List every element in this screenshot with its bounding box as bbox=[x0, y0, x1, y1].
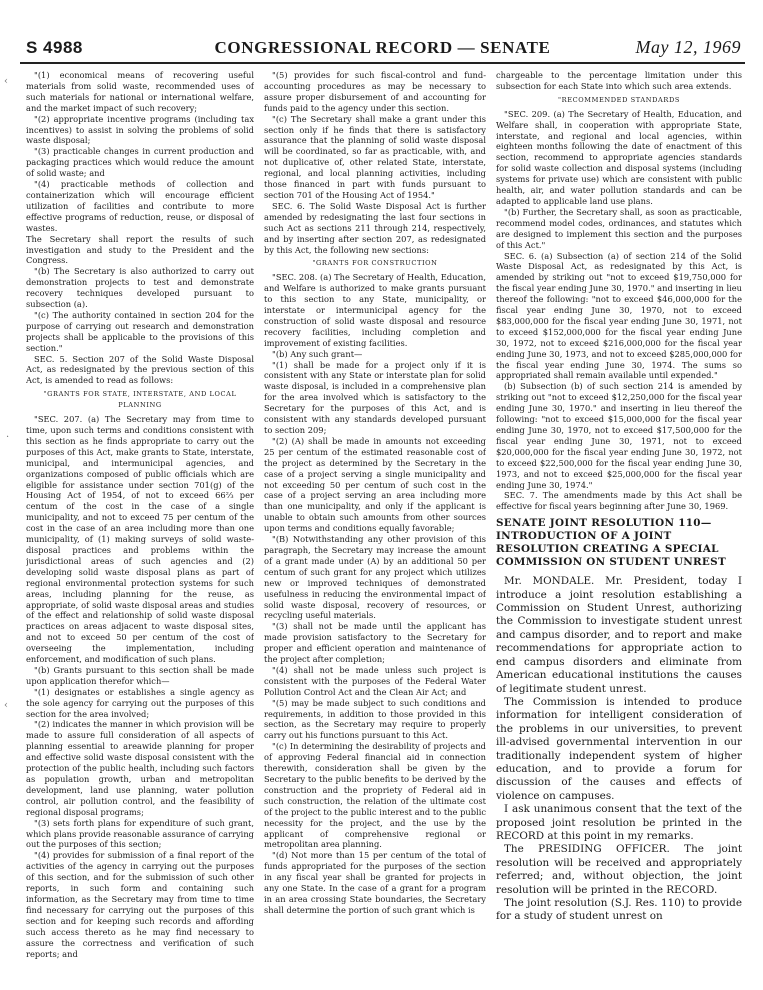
paragraph: "(1) designates or establishes a single agency as the sole agency for carrying out the purposes of this section for the area involved; bbox=[26, 686, 254, 719]
paragraph: "(d) Not more than 15 per centum of the total of funds appropriated for the purposes of the section in any fiscal year shall be granted for projects in any one State. In the case of a grant for a program in an area crossing State boundaries, the Secretary shall determine the portion of such grant which is bbox=[264, 850, 486, 915]
page-number: S 4988 bbox=[26, 38, 83, 57]
paragraph: "(2) (A) shall be made in amounts not exceeding 25 per centum of the estimated reasonable cost of the project as determined by the Secretary in the case of a project serving a single municipality and not exceeding 50 per centum of such cost in the case of a project serving an area including more than one municipality, and only if the applicant is unable to obtain such amounts from other sources upon terms and conditions equally favorable; bbox=[264, 435, 486, 534]
page-header bbox=[20, 36, 745, 64]
paragraph: "(1) shall be made for a project only if it is consistent with any State or interstate plan for solid waste disposal, is included in a comprehensive plan for the area involved which is satisfactory to the Secretary for the purposes of this Act, and is consistent with any standards developed pursuant to section 209; bbox=[264, 359, 486, 435]
paragraph: (b) Subsection (b) of such section 214 is amended by striking out "not to exceed $12,250,000 for the fiscal year ending June 30, 1970." and inserting in lieu thereof the following: "not to exceed $15,000,000 for the fiscal year ending June 30, 1970, not to exceed $17,500,000 for the fiscal year ending June 30, 1971, not to exceed $20,000,000 for the fiscal year ending June 30, 1972, not to exceed $22,500,000 for the fiscal year ending June 30, 1973, and not to exceed $25,000,000 for the fiscal year ending June 30, 1974." bbox=[496, 381, 742, 490]
paragraph: "(3) sets forth plans for expenditure of such grant, which plans provide reasonable assurance of carrying out the purposes of this section; bbox=[26, 817, 254, 850]
paragraph: "(5) may be made subject to such conditions and requirements, in addition to those provided in this section, as the Secretary may require to properly carry out his functions pursuant to this Act. bbox=[264, 697, 486, 741]
paragraph: "(b) Any such grant— bbox=[272, 348, 363, 359]
paragraph: "(4) practicable methods of collection and containerization which will encourage efficient utilization of facilities and contribute to more effective programs of reduction, reuse, or disposal of wastes. bbox=[26, 179, 254, 233]
paragraph: "(2) appropriate incentive programs (including tax incentives) to assist in solving the problems of solid waste disposal; bbox=[26, 113, 254, 146]
section-subheading: "GRANTS FOR CONSTRUCTION bbox=[312, 259, 438, 268]
margin-mark: ‹ bbox=[4, 700, 8, 711]
paragraph: "(4) shall not be made unless such project is consistent with the purposes of the Federal Water Pollution Control Act and the Clean Air Act; and bbox=[264, 664, 486, 697]
paragraph: The Secretary shall report the results of such investigation and study to the President and the Congress. bbox=[26, 233, 254, 266]
section-subheading: "GRANTS FOR STATE, INTERSTATE, AND LOCAL PLANNING bbox=[43, 390, 237, 410]
paragraph: "(b) Further, the Secretary shall, as soon as practicable, recommend model codes, ordinances, and statutes which are designed to implement this section and the purposes of this Act." bbox=[496, 206, 742, 250]
paragraph: "SEC. 207. (a) The Secretary may from time to time, upon such terms and conditions consistent with this section as he finds appropriate to carry out the purposes of this Act, make grants to State, interstate, municipal, and intermunicipal agencies, and organizations composed of public officials which are eligible for assistance under section 701(g) of the Housing Act of 1954, of not to exceed 66⅔ per centum of the cost in the case of a single municipality, and not to exceed 75 per centum of the cost in the case of an area including more than one municipality, of (1) making surveys of solid waste-disposal practices and problems within the jurisdictional areas of such agencies and (2) developing solid waste disposal plans as part of regional environmental protection systems for such areas, including planning for the reuse, as appropriate, of solid waste disposal areas and studies of the effect and relationship of solid waste disposal practices on areas adjacent to waste disposal sites, and not to exceed 50 per centum of the cost of overseeing the implementation, including enforcement, and modification of such plans. bbox=[26, 414, 254, 665]
paragraph: "(b) Grants pursuant to this section shall be made upon application therefor which— bbox=[26, 664, 254, 686]
paragraph: chargeable to the percentage limitation under this subsection for each State into which such area extends. bbox=[496, 70, 742, 91]
publication-title: CONGRESSIONAL RECORD — SENATE bbox=[214, 38, 551, 57]
paragraph: "(5) provides for such fiscal-control and fund-accounting procedures as may be necessary to assure proper disbursement of and accounting for funds paid to the agency under this section. bbox=[264, 70, 486, 113]
paragraph: "(2) indicates the manner in which provision will be made to assure full consideration of all aspects of planning essential to areawide planning for proper and effective solid waste disposal consistent with the protection of the public health, including such factors as population growth, urban and metropolitan development, land use planning, water pollution control, air pollution control, and the feasibility of regional disposal programs; bbox=[26, 719, 254, 817]
column-left bbox=[26, 70, 254, 986]
paragraph: I ask unanimous consent that the text of the proposed joint resolution be printed in the RECORD at this point in my remarks. bbox=[496, 803, 742, 842]
column-right bbox=[496, 70, 742, 986]
paragraph: The joint resolution (S.J. Res. 110) to provide for a study of student unrest on bbox=[496, 897, 742, 923]
paragraph: "(c) The authority contained in section 204 for the purpose of carrying out research and demonstration projects shall be applicable to the provisions of this section." bbox=[26, 309, 254, 353]
paragraph: SEC. 6. The Solid Waste Disposal Act is further amended by redesignating the last four sections in such Act as sections 211 through 214, respectively, and by inserting after section 207, as redesignated by this Act, the following new sections: bbox=[264, 200, 486, 255]
paragraph: The PRESIDING OFFICER. The joint resolution will be received and appropriately referred; and, without objection, the joint resolution will be printed in the RECORD. bbox=[496, 843, 742, 896]
paragraph: The Commission is intended to produce information for intelligent consideration of the problems in our universities, to prevent ill-advised governmental intervention in our traditionally independent system of higher education, and to provide a forum for discussion of the causes and effects of violence on campuses. bbox=[496, 695, 742, 802]
paragraph: "(1) economical means of recovering useful materials from solid waste, recommended uses of such materials for national or international welfare, and the market impact of such recovery; bbox=[26, 70, 254, 113]
issue-date: May 12, 1969 bbox=[635, 37, 741, 57]
margin-mark: ‹ bbox=[4, 76, 8, 87]
paragraph: "SEC. 208. (a) The Secretary of Health, Education, and Welfare is authorized to make grants pursuant to this section to any State, municipality, or interstate or intermunicipal agency for the construction of solid waste disposal and resource recovery facilities, including completion and improvement of existing facilities. bbox=[264, 272, 486, 348]
article-heading: SENATE JOINT RESOLUTION 110—INTRODUCTION OF A JOINT RESOLUTION CREATING A SPECIAL COMMISSION ON STUDENT UNREST bbox=[496, 517, 726, 569]
column-middle bbox=[264, 70, 486, 986]
paragraph: "(4) provides for submission of a final report of the activities of the agency in carrying out the purposes of this section, and for the submission of such other reports, in such form and containing such information, as the Secretary may from time to time find necessary for carrying out the purposes of this section and for keeping such records and affording such access thereto as he may find necessary to assure the correctness and verification of such reports; and bbox=[26, 850, 254, 959]
paragraph: "(3) shall not be made until the applicant has made provision satisfactory to the Secretary for proper and efficient operation and maintenance of the project after completion; bbox=[264, 621, 486, 665]
paragraph: "(c) The Secretary shall make a grant under this section only if he finds that there is satisfactory assurance that the planning of solid waste disposal will be coordinated, so far as practicable, with, and not duplicative of, other related State, interstate, regional, and local planning activities, including those financed in part with funds pursuant to section 701 of the Housing Act of 1954." bbox=[264, 113, 486, 200]
paragraph: "(3) practicable changes in current production and packaging practices which would reduce the amount of solid waste; and bbox=[26, 146, 254, 179]
section-subheading: "RECOMMENDED STANDARDS bbox=[558, 95, 680, 104]
paragraph: SEC. 6. (a) Subsection (a) of section 214 of the Solid Waste Disposal Act, as redesignated by this Act, is amended by striking out "not to exceed $19,750,000 for the fiscal year ending June 30, 1970." and inserting in lieu thereof the following: "not to exceed $46,000,000 for the fiscal year ending June 30, 1970, not to exceed $83,000,000 for the fiscal year ending June 30, 1971, not to exceed $152,000,000 for the fiscal year ending June 30, 1972, not to exceed $216,000,000 for the fiscal year ending June 30, 1973, and not to exceed $285,000,000 for the fiscal year ending June 30, 1974. The sums so appropriated shall remain available until expended." bbox=[496, 250, 742, 381]
paragraph: SEC. 5. Section 207 of the Solid Waste Disposal Act, as redesignated by the previous section of this Act, is amended to read as follows: bbox=[26, 353, 254, 386]
paragraph: SEC. 7. The amendments made by this Act shall be effective for fiscal years beginning after June 30, 1969. bbox=[496, 490, 742, 512]
paragraph: "(c) In determining the desirability of projects and of approving Federal financial aid in connection therewith, consideration shall be given by the Secretary to the public benefits to be derived by the construction and the propriety of Federal aid in such construction, the relation of the ultimate cost of the project to the public interest and to the public necessity for the project, and the use by the applicant of comprehensive regional or metropolitan area planning. bbox=[264, 741, 486, 850]
paragraph: Mr. MONDALE. Mr. President, today I introduce a joint resolution establishing a Commission on Student Unrest, authorizing the Commission to investigate student unrest and campus disorder, and to report and make recommendations for appropriate action to end campus disorders and eliminate from American educational institutions the causes of legitimate student unrest. bbox=[496, 575, 742, 695]
paragraph: "(B) Notwithstanding any other provision of this paragraph, the Secretary may increase the amount of a grant made under (A) by an additional 50 per centum of such grant for any project which utilizes new or improved techniques of demonstrated usefulness in reducing the environmental impact of solid waste disposal, recovery of resources, or recycling useful materials. bbox=[264, 534, 486, 621]
margin-mark: · bbox=[6, 432, 10, 443]
paragraph: "(b) The Secretary is also authorized to carry out demonstration projects to test and demonstrate recovery techniques developed pursuant to subsection (a). bbox=[26, 266, 254, 310]
paragraph: "SEC. 209. (a) The Secretary of Health, Education, and Welfare shall, in cooperation with appropriate State, interstate, and regional and local agencies, within eighteen months following the date of enactment of this section, recommend to appropriate agencies standards for solid waste collection and disposal systems (including systems for private use) which are consistent with public health, air, and water pollution standards and can be adapted to applicable land use plans. bbox=[496, 108, 742, 206]
